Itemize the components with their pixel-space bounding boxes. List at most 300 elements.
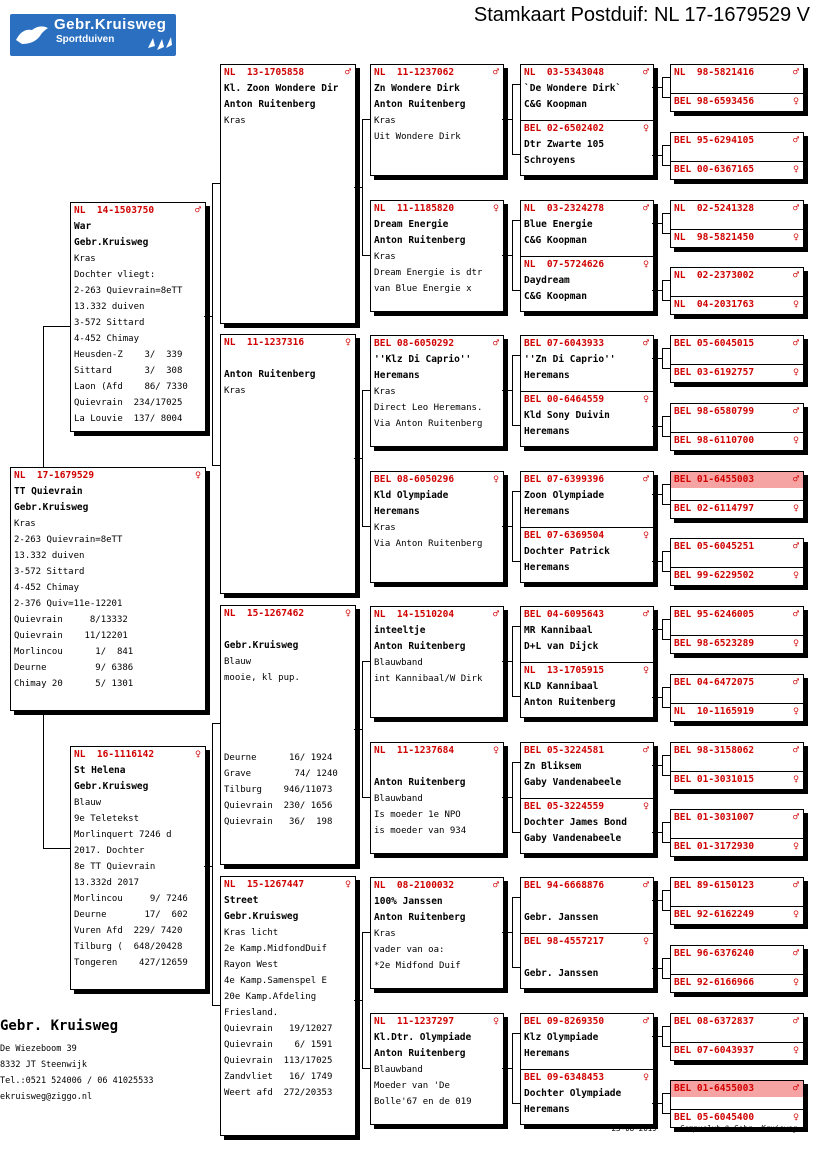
female-symbol-icon: ♀ — [492, 202, 499, 214]
ring-number-row — [671, 133, 803, 149]
pigeon-card[interactable] — [670, 1080, 804, 1128]
ring-number-row — [71, 747, 205, 763]
pigeon-card[interactable] — [670, 267, 804, 315]
pigeon-info-line — [221, 718, 355, 734]
female-symbol-icon: ♀ — [492, 1015, 499, 1027]
female-symbol-icon: ♀ — [792, 773, 799, 785]
ring-number-row — [371, 472, 503, 488]
connector-line — [662, 707, 670, 708]
male-symbol-icon: ♂ — [492, 338, 499, 349]
pigeon-info-line: Quievrain 6/ 1591 — [224, 1040, 333, 1050]
ring-number-row — [371, 336, 503, 352]
pigeon-name-line: Daydream — [524, 274, 570, 286]
pigeon-name-line: Gebr. Janssen — [524, 912, 599, 923]
pigeon-info-line: 2017. Dochter — [74, 846, 145, 856]
pigeon-card[interactable] — [520, 64, 654, 176]
male-symbol-icon: ♂ — [642, 744, 649, 756]
connector-line — [662, 213, 670, 214]
pigeon-info-line: vader van oa: — [374, 945, 445, 955]
connector-line — [662, 910, 670, 911]
connector-line — [662, 348, 663, 368]
connector-line — [512, 355, 520, 356]
connector-line — [662, 416, 670, 417]
female-symbol-icon: ♀ — [792, 909, 799, 920]
ring-number-row — [371, 201, 503, 217]
connector-line — [652, 155, 662, 156]
pigeon-name-line: Heremans — [374, 505, 420, 517]
ring-number-row — [11, 468, 205, 484]
connector-line — [512, 1033, 513, 1103]
ring-number-row — [671, 296, 803, 313]
pigeon-name-line: inteeltje — [374, 625, 426, 636]
ring-number-row — [671, 607, 803, 623]
pigeon-info-line: Dochter vliegt: — [74, 270, 156, 280]
pigeon-info-line: Via Anton Ruitenberg — [374, 538, 483, 549]
ring-number: NL 07-5724626 — [524, 258, 605, 270]
pigeon-info-line: Morlincou 9/ 7246 — [74, 894, 188, 904]
connector-line — [652, 223, 662, 224]
pigeon-info-line: Weert afd 272/20353 — [224, 1088, 333, 1098]
pigeon-name-line: Heremans — [524, 1047, 570, 1059]
connector-line — [662, 619, 663, 639]
pigeon-name-line: Kl. Zoon Wondere Dir — [224, 83, 339, 94]
pigeon-card[interactable] — [370, 64, 504, 176]
female-symbol-icon: ♀ — [792, 367, 799, 378]
ring-number: BEL 02-6502402 — [524, 123, 605, 134]
ring-number-row — [671, 539, 803, 555]
connector-line — [662, 416, 663, 436]
pigeon-card[interactable] — [520, 200, 654, 312]
owner-name: Gebr. Kruisweg — [0, 1018, 119, 1034]
ring-number: NL 13-1705915 — [524, 665, 605, 676]
pigeon-info-line: int Kannibaal/W Dirk — [374, 674, 483, 684]
ring-number-row — [671, 974, 803, 991]
pigeon-card[interactable] — [670, 132, 804, 180]
connector-line — [652, 1103, 662, 1104]
pigeon-name-line: Heremans — [374, 370, 420, 381]
ring-number-row — [671, 1042, 803, 1059]
pigeon-name-line: Klz Olympiade — [524, 1031, 599, 1043]
ring-number-row — [671, 93, 803, 110]
ring-number-row — [671, 500, 803, 517]
logo-name: Gebr.Kruisweg — [54, 16, 167, 33]
pigeon-name-line: C&G Koopman — [524, 234, 587, 246]
ring-number: BEL 09-6348453 — [524, 1071, 605, 1083]
connector-line — [662, 842, 670, 843]
pigeon-info-line: 2-263 Quievrain=8eTT — [14, 535, 123, 545]
pigeon-name-line: Anton Ruitenberg — [374, 234, 466, 246]
pigeon-card[interactable] — [220, 64, 356, 324]
ring-number: BEL 92-6162249 — [674, 909, 755, 920]
connector-line — [512, 425, 520, 426]
ring-number-row — [371, 878, 503, 894]
pigeon-info-line: 2-263 Quievrain=8eTT — [74, 286, 183, 296]
connector-line — [512, 626, 513, 696]
pigeon-card[interactable] — [520, 471, 654, 583]
pigeon-card[interactable] — [70, 202, 206, 432]
ring-number: NL 15-1267462 — [224, 608, 305, 619]
connector-line — [652, 629, 662, 630]
male-symbol-icon: ♂ — [792, 609, 799, 620]
ring-number: BEL 98-6110700 — [674, 434, 755, 446]
owner-address-city: 8332 JT Steenwijk — [0, 1060, 87, 1070]
pigeon-card[interactable] — [670, 403, 804, 451]
ring-number: BEL 96-6376240 — [674, 947, 755, 959]
ring-number: NL 08-2100032 — [374, 880, 455, 891]
connector-line — [662, 755, 670, 756]
ring-number: BEL 05-3224559 — [524, 800, 605, 812]
ring-number: NL 11-1237684 — [374, 744, 455, 756]
female-symbol-icon: ♀ — [492, 473, 499, 485]
pigeon-name-line: Gebr. Janssen — [524, 968, 599, 979]
connector-line — [512, 491, 520, 492]
ring-number-row — [671, 743, 803, 759]
ring-number-row — [671, 201, 803, 217]
ring-number-row — [521, 743, 653, 759]
connector-line — [662, 571, 670, 572]
female-symbol-icon: ♀ — [792, 1044, 799, 1056]
ring-number-row — [521, 472, 653, 488]
ring-number-row — [521, 391, 653, 408]
connector-line — [662, 687, 670, 688]
ring-number: NL 14-1503750 — [74, 205, 155, 216]
pigeon-card[interactable] — [670, 606, 804, 654]
pigeon-name-line: Gebr.Kruisweg — [74, 237, 149, 248]
pigeon-card[interactable] — [670, 742, 804, 790]
connector-line — [662, 213, 663, 233]
pigeon-info-line: 4-452 Chimay — [74, 334, 140, 344]
pigeon-info-line: Zandvliet 16/ 1749 — [224, 1072, 333, 1082]
ring-number: NL 14-1510204 — [374, 609, 455, 620]
ring-number: BEL 98-6593456 — [674, 96, 755, 107]
pigeon-info-line: Moeder van 'De — [374, 1080, 450, 1091]
male-symbol-icon: ♂ — [492, 880, 499, 891]
ring-number-row — [521, 662, 653, 679]
pigeon-name-line: Heremans — [524, 505, 570, 517]
ring-number: BEL 94-6668876 — [524, 880, 605, 891]
pigeon-name-line: War — [74, 221, 92, 232]
ring-number-row — [671, 1081, 803, 1097]
ring-number-row — [671, 906, 803, 923]
pigeon-info-line: Kras licht — [224, 928, 279, 938]
ring-number-row — [371, 607, 503, 623]
pigeon-card[interactable] — [370, 335, 504, 447]
ring-number-row — [671, 946, 803, 962]
pigeon-info-line: Deurne 17/ 602 — [74, 910, 188, 920]
pigeon-name-line: Anton Ruitenberg — [224, 99, 316, 110]
pigeon-info-line: Uit Wondere Dirk — [374, 132, 461, 142]
pigeon-info-line: Quievrain 19/12027 — [224, 1024, 333, 1034]
connector-line — [354, 187, 362, 188]
pigeon-info-line: mooie, kl pup. — [224, 673, 300, 683]
pigeon-card[interactable] — [520, 742, 654, 854]
pigeon-info-line: Is moeder 1e NPO — [374, 809, 461, 820]
female-symbol-icon: ♀ — [792, 1112, 799, 1124]
connector-line — [662, 77, 663, 97]
pigeon-name-line: Anton Ruitenberg — [374, 776, 466, 788]
connector-line — [662, 1046, 670, 1047]
female-symbol-icon: ♀ — [642, 258, 649, 270]
connector-line — [512, 84, 520, 85]
ring-number: BEL 99-6229502 — [674, 570, 755, 582]
pigeon-name-line — [521, 950, 653, 966]
connector-line — [362, 1068, 370, 1069]
pigeon-card[interactable] — [520, 335, 654, 447]
pigeon-card[interactable] — [370, 1013, 504, 1125]
ring-number: BEL 08-6050296 — [374, 473, 455, 485]
connector-line — [354, 458, 362, 459]
connector-line — [212, 465, 220, 466]
pigeon-name-line: Zn Wondere Dirk — [374, 83, 460, 94]
pigeon-info-line: Morlinquert 7246 d — [74, 830, 172, 840]
connector-line — [662, 436, 670, 437]
female-symbol-icon: ♀ — [792, 841, 799, 853]
ring-number: BEL 98-3158062 — [674, 744, 755, 756]
male-symbol-icon: ♂ — [642, 880, 649, 891]
connector-line — [512, 290, 520, 291]
pigeon-info-line: Quievrain 11/12201 — [14, 631, 128, 641]
pigeon-name-line: D+L van Dijck — [524, 641, 599, 652]
connector-line — [652, 832, 662, 833]
pigeon-info-line: Quievrain 113/17025 — [224, 1056, 333, 1066]
ring-number-row — [521, 1069, 653, 1086]
male-symbol-icon: ♂ — [792, 1083, 799, 1095]
ring-number-row — [521, 527, 653, 544]
pigeon-info-line: Dream Energie is dtr — [374, 267, 483, 278]
pigeon-name-line: Anton Ruitenberg — [224, 369, 316, 380]
ring-number: BEL 01-6455003 — [674, 1083, 755, 1095]
connector-line — [512, 220, 520, 221]
pigeon-card[interactable] — [10, 467, 206, 711]
connector-line — [512, 561, 520, 562]
connector-line — [512, 154, 520, 155]
male-symbol-icon: ♂ — [642, 473, 649, 485]
pigeon-card[interactable] — [670, 877, 804, 925]
ring-number: BEL 07-6369504 — [524, 529, 605, 541]
connector-line — [652, 290, 662, 291]
pigeon-name-line: Zn Bliksem — [524, 760, 582, 772]
ring-number: BEL 00-6464559 — [524, 394, 605, 405]
pigeon-info-line: Morlincou 1/ 841 — [14, 647, 134, 657]
pigeon-card[interactable] — [370, 200, 504, 312]
female-symbol-icon: ♀ — [642, 394, 649, 405]
connector-line — [362, 661, 363, 797]
connector-line — [652, 494, 662, 495]
connector-line — [652, 87, 662, 88]
male-symbol-icon: ♂ — [344, 67, 351, 78]
pigeon-name-line: Dochter James Bond — [524, 816, 627, 828]
pigeon-card[interactable] — [670, 809, 804, 857]
connector-line — [652, 426, 662, 427]
pigeon-info-line: Kras — [374, 116, 396, 126]
ring-number-row — [671, 472, 803, 488]
male-symbol-icon: ♂ — [642, 1015, 649, 1027]
male-symbol-icon: ♂ — [792, 947, 799, 959]
pigeon-name-line: C&G Koopman — [524, 290, 587, 302]
page-title: Stamkaart Postduif: NL 17-1679529 V — [473, 4, 810, 26]
connector-line — [512, 220, 513, 290]
pigeon-card[interactable] — [520, 1013, 654, 1125]
male-symbol-icon: ♂ — [792, 202, 799, 214]
ring-number: NL 98-5821416 — [674, 67, 755, 78]
ring-number: NL 02-2373002 — [674, 270, 755, 282]
pigeon-info-line: 8e TT Quievrain — [74, 862, 156, 872]
pigeon-card[interactable] — [220, 605, 356, 865]
pigeon-info-line — [221, 734, 355, 750]
pigeon-name-line: C&G Koopman — [524, 99, 587, 110]
pigeon-name-line: KLD Kannibaal — [524, 681, 599, 692]
female-symbol-icon: ♀ — [792, 299, 799, 311]
pigeon-card[interactable] — [70, 746, 206, 990]
connector-line — [43, 326, 44, 467]
pigeon-name-line — [521, 894, 653, 910]
female-symbol-icon: ♀ — [792, 163, 799, 175]
pigeon-card[interactable] — [370, 471, 504, 583]
connector-line — [652, 1036, 662, 1037]
connector-line — [662, 1026, 670, 1027]
pigeon-card[interactable] — [220, 334, 356, 594]
ring-number-row — [521, 607, 653, 623]
pigeon-name-line: Dochter Olympiade — [524, 1087, 622, 1099]
pigeon-name-line: Gebr.Kruisweg — [224, 640, 299, 651]
ring-number-row — [71, 203, 205, 219]
connector-line — [662, 890, 663, 910]
male-symbol-icon: ♂ — [792, 880, 799, 891]
connector-line — [662, 1093, 663, 1113]
connector-line — [502, 1068, 512, 1069]
connector-line — [512, 897, 520, 898]
ring-number: BEL 95-6246005 — [674, 609, 755, 620]
female-symbol-icon: ♀ — [492, 744, 499, 756]
pigeon-card[interactable] — [670, 945, 804, 993]
connector-line — [662, 368, 670, 369]
connector-line — [212, 723, 220, 724]
female-symbol-icon: ♀ — [642, 123, 649, 134]
pigeon-card[interactable] — [370, 606, 504, 718]
connector-line — [512, 897, 513, 967]
connector-line — [362, 661, 370, 662]
pigeon-info-line: 13.332 duiven — [14, 551, 85, 561]
pigeon-card[interactable] — [520, 877, 654, 989]
ring-number: NL 11-1185820 — [374, 202, 455, 214]
male-symbol-icon: ♂ — [194, 205, 201, 216]
pigeon-info-line: Friesland. — [224, 1008, 279, 1018]
connector-line — [662, 165, 670, 166]
connector-line — [662, 978, 670, 979]
ring-number: BEL 01-3031007 — [674, 812, 755, 824]
ring-number-row — [521, 798, 653, 815]
connector-line — [204, 866, 212, 867]
connector-line — [662, 958, 670, 959]
connector-line — [212, 183, 213, 465]
ring-number-row — [671, 771, 803, 788]
pigeon-info-line: 9e Teletekst — [74, 814, 140, 824]
pigeon-info-line: Quievrain 36/ 198 — [224, 817, 333, 827]
male-symbol-icon: ♂ — [792, 473, 799, 485]
pigeon-name-line: Schroyens — [524, 155, 576, 166]
pigeon-info-line — [221, 702, 355, 718]
pigeon-name-line: Dtr Zwarte 105 — [524, 139, 605, 150]
connector-line — [662, 822, 663, 842]
pigeon-info-line: Quievrain 230/ 1656 — [224, 801, 333, 811]
female-symbol-icon: ♀ — [194, 470, 201, 481]
connector-line — [512, 1103, 520, 1104]
pigeon-info-line: La Louvie 137/ 8004 — [74, 414, 183, 424]
ring-number: BEL 07-6043937 — [674, 1044, 755, 1056]
ring-number-row — [221, 877, 355, 893]
pigeon-card[interactable] — [520, 606, 654, 718]
pigeon-card[interactable] — [670, 471, 804, 519]
ring-number-row — [521, 65, 653, 81]
pigeon-name-line: Dream Energie — [374, 218, 449, 230]
female-symbol-icon: ♀ — [344, 337, 351, 348]
ring-number: BEL 05-3224581 — [524, 744, 605, 756]
connector-line — [502, 255, 512, 256]
female-symbol-icon: ♀ — [642, 665, 649, 676]
pigeon-info-line: Blauw — [224, 657, 252, 667]
connector-line — [662, 890, 670, 891]
female-symbol-icon: ♀ — [792, 570, 799, 582]
ring-number-row — [671, 404, 803, 420]
pigeon-card[interactable] — [670, 200, 804, 248]
connector-line — [212, 183, 220, 184]
pigeon-card[interactable] — [370, 742, 504, 854]
connector-line — [362, 119, 363, 255]
ring-number: BEL 95-6294105 — [674, 134, 755, 146]
male-symbol-icon: ♂ — [792, 405, 799, 417]
pigeon-name-line: Dochter Patrick — [524, 545, 610, 557]
pigeon-card[interactable] — [670, 1013, 804, 1061]
pigeon-card[interactable] — [220, 876, 356, 1136]
pigeon-name-line: 100% Janssen — [374, 896, 443, 907]
connector-line — [662, 280, 663, 300]
ring-number: BEL 89-6150123 — [674, 880, 755, 891]
male-symbol-icon: ♂ — [792, 812, 799, 824]
female-symbol-icon: ♀ — [792, 502, 799, 514]
pigeon-card[interactable] — [370, 877, 504, 989]
pigeon-card[interactable] — [670, 335, 804, 383]
connector-line — [512, 832, 520, 833]
pigeon-name-line: Kl.Dtr. Olympiade — [374, 1031, 472, 1043]
ring-number: NL 11-1237297 — [374, 1015, 455, 1027]
ring-number-row — [671, 838, 803, 855]
pigeon-card[interactable] — [670, 674, 804, 722]
ring-number: BEL 98-6523289 — [674, 638, 755, 649]
ring-number: NL 11-1237316 — [224, 337, 305, 348]
male-symbol-icon: ♂ — [792, 270, 799, 282]
pigeon-name-line: `De Wondere Dirk` — [524, 83, 622, 94]
pigeon-info-line: Vuren Afd 229/ 7420 — [74, 926, 183, 936]
connector-line — [512, 355, 513, 425]
male-symbol-icon: ♂ — [642, 338, 649, 349]
connector-line — [662, 233, 670, 234]
male-symbol-icon: ♂ — [642, 202, 649, 214]
female-symbol-icon: ♀ — [642, 529, 649, 541]
pigeon-info-line — [371, 759, 503, 775]
ring-number-row — [671, 161, 803, 178]
pigeon-name-line: ''Zn Di Caprio'' — [524, 354, 616, 365]
connector-line — [662, 775, 670, 776]
ring-number: BEL 08-6372837 — [674, 1015, 755, 1027]
connector-line — [43, 710, 44, 848]
pigeon-info-line: 2e Kamp.MidfondDuif — [224, 944, 327, 954]
pigeon-card[interactable] — [670, 64, 804, 112]
ring-number-row — [521, 201, 653, 217]
pigeon-name-line: Gebr.Kruisweg — [14, 502, 89, 513]
connector-line — [662, 280, 670, 281]
pigeon-info-line: Quievrain 8/13332 — [14, 615, 128, 625]
pigeon-card[interactable] — [670, 538, 804, 586]
